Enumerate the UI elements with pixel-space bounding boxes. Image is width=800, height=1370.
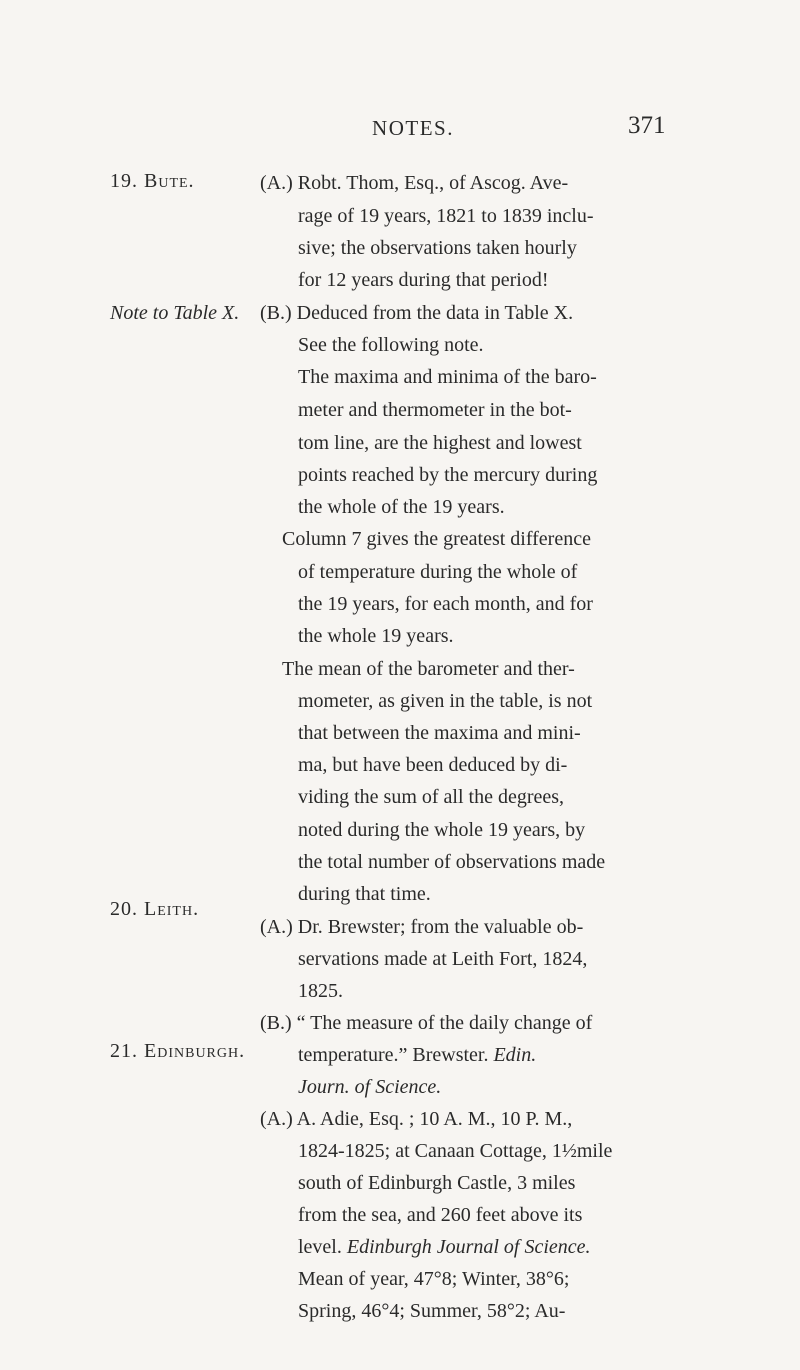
page-number: 371 [628, 112, 666, 139]
text-line: (A.) Robt. Thom, Esq., of Ascog. Ave- [260, 172, 569, 194]
text-line: that between the maxima and mini- [298, 722, 581, 744]
text-line: sive; the observations taken hourly [298, 237, 577, 259]
text-line: Mean of year, 47°8; Winter, 38°6; [298, 1268, 570, 1290]
text-line: mometer, as given in the table, is not [298, 690, 593, 712]
text-line: Spring, 46°4; Summer, 58°2; Au- [298, 1300, 566, 1322]
text-span: temperature.” Brewster. [298, 1044, 494, 1066]
italic-span: Edin. [493, 1044, 537, 1066]
text-line: for 12 years during that period! [298, 269, 549, 291]
text-line: during that time. [298, 883, 431, 905]
text-line: (B.) “ The measure of the daily change of [260, 1012, 593, 1034]
text-line: 1825. [298, 980, 343, 1002]
text-line [298, 1042, 536, 1068]
text-line: 1824-1825; at Canaan Cottage, 1½mile [298, 1140, 613, 1162]
margin-heading-bute: 19. Bute. [110, 170, 195, 192]
text-line: See the following note. [298, 334, 484, 356]
text-line: south of Edinburgh Castle, 3 miles [298, 1172, 576, 1194]
running-header: NOTES. [372, 116, 454, 140]
text-span: level. [298, 1236, 347, 1258]
margin-heading-edinburgh: 21. Edinburgh. [110, 1040, 246, 1062]
text-line: rage of 19 years, 1821 to 1839 inclu- [298, 205, 594, 227]
margin-heading-note-table-x: Note to Table X. [110, 302, 240, 324]
text-line: The maxima and minima of the baro- [298, 366, 597, 388]
text-line: (B.) Deduced from the data in Table X. [260, 302, 574, 324]
text-line: (A.) A. Adie, Esq. ; 10 A. M., 10 P. M., [260, 1108, 573, 1130]
text-line: viding the sum of all the degrees, [298, 786, 565, 808]
text-line: (A.) Dr. Brewster; from the valuable ob- [260, 916, 584, 938]
italic-span: Edinburgh Journal of Science. [346, 1236, 591, 1258]
text-line: noted during the whole 19 years, by [298, 819, 586, 841]
text-line [298, 1234, 591, 1260]
text-line: tom line, are the highest and lowest [298, 432, 582, 454]
text-line: the whole 19 years. [298, 625, 454, 647]
text-line: points reached by the mercury during [298, 464, 598, 486]
margin-heading-leith: 20. Leith. [110, 898, 200, 920]
text-line: the total number of observations made [298, 851, 606, 873]
text-line: Journ. of Science. [298, 1076, 442, 1098]
text-line: ma, but have been deduced by di- [298, 754, 568, 776]
text-line: meter and thermometer in the bot- [298, 399, 572, 421]
text-line: Column 7 gives the greatest difference [282, 528, 591, 550]
text-line: from the sea, and 260 feet above its [298, 1204, 583, 1226]
text-line: The mean of the barometer and ther- [282, 658, 575, 680]
text-line: the whole of the 19 years. [298, 496, 505, 518]
text-line: servations made at Leith Fort, 1824, [298, 948, 588, 970]
text-line: the 19 years, for each month, and for [298, 593, 593, 615]
text-line: of temperature during the whole of [298, 561, 578, 583]
